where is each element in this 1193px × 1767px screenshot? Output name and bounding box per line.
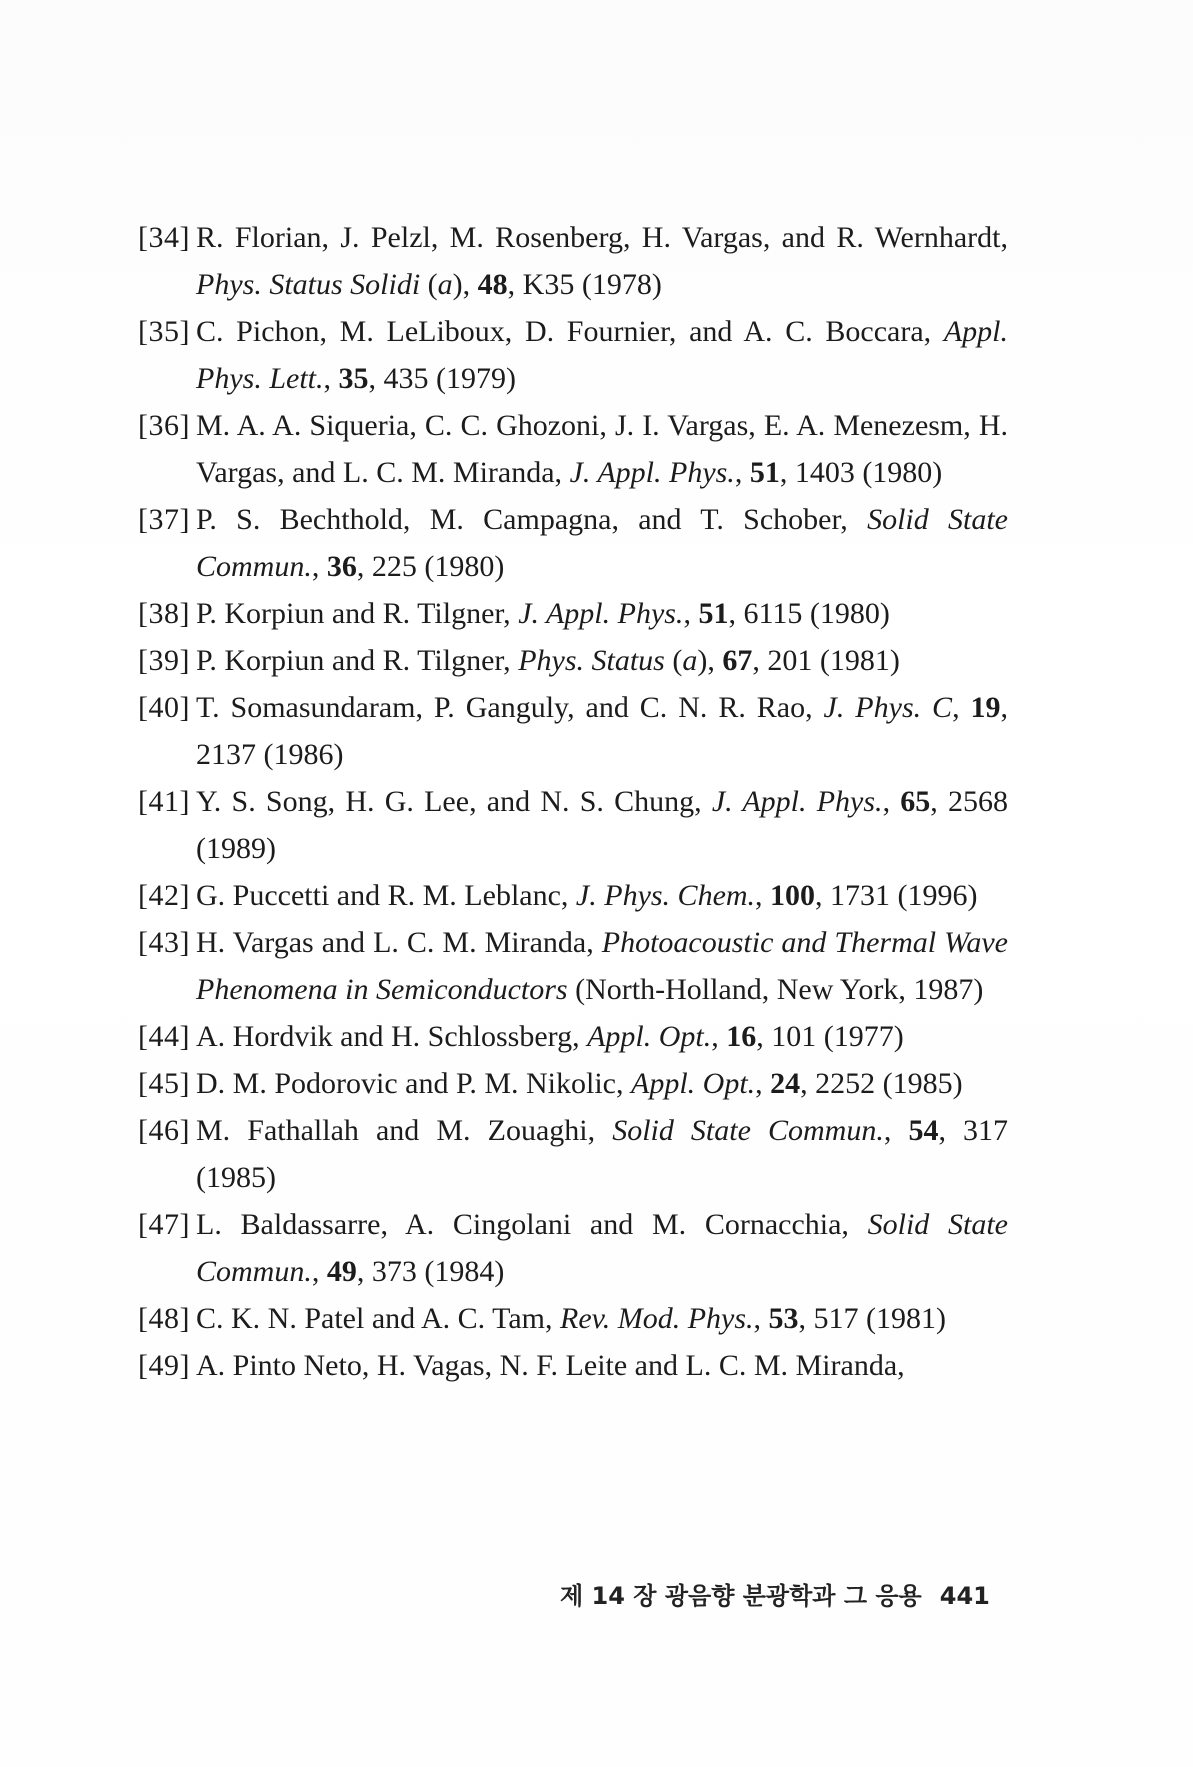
reference-entry (138, 496, 1008, 590)
reference-segment: P. S. Bechthold, M. Campagna, and T. Schober, (196, 503, 868, 536)
reference-segment: , 6115 (1980) (728, 597, 890, 630)
reference-volume: 51 (749, 456, 780, 489)
reference-text (196, 1342, 1008, 1389)
reference-italic-segment: J. Phys. C (823, 691, 953, 724)
reference-text (196, 778, 1008, 872)
reference-italic-segment: Solid State Commun. (612, 1114, 884, 1147)
reference-entry (138, 1295, 1008, 1342)
reference-segment: , (882, 785, 901, 818)
reference-number: [35] (138, 315, 190, 348)
reference-volume: 49 (326, 1255, 357, 1288)
reference-segment: , 1403 (1980) (779, 456, 943, 489)
reference-italic-segment: Phys. Status (518, 644, 665, 677)
reference-segment: , 101 (1977) (756, 1020, 904, 1053)
reference-number: [36] (138, 409, 190, 442)
reference-text (196, 684, 1008, 778)
reference-segment: C. K. N. Patel and A. C. Tam, (196, 1302, 560, 1335)
reference-italic-segment: a (437, 268, 453, 301)
reference-number: [45] (138, 1067, 190, 1100)
reference-segment: , 373 (1984) (356, 1255, 505, 1288)
reference-segment: , 2137 (1986) (196, 691, 1008, 771)
reference-text (196, 1295, 1008, 1342)
reference-italic-segment: a (682, 644, 698, 677)
page-number: 441 (939, 1582, 990, 1610)
reference-segment: , (734, 456, 750, 489)
reference-entry (138, 402, 1008, 496)
reference-segment: , (755, 1067, 771, 1100)
reference-volume: 65 (900, 785, 931, 818)
reference-italic-segment: Rev. Mod. Phys. (560, 1302, 754, 1335)
reference-segment: , 201 (1981) (752, 644, 900, 677)
reference-number: [44] (138, 1020, 190, 1053)
reference-segment: , (311, 550, 327, 583)
reference-segment: ( (420, 268, 438, 301)
reference-text (196, 872, 1008, 919)
reference-volume: 54 (908, 1114, 939, 1147)
reference-segment: G. Puccetti and R. M. Leblanc, (196, 879, 576, 912)
reference-segment: R. Florian, J. Pelzl, M. Rosenberg, H. Vargas, and R. Wernhardt, (196, 221, 1008, 254)
reference-number: [42] (138, 879, 190, 912)
reference-volume: 16 (726, 1020, 757, 1053)
reference-segment: Y. S. Song, H. G. Lee, and N. S. Chung, (196, 785, 712, 818)
reference-segment: , 317 (1985) (196, 1114, 1009, 1194)
reference-italic-segment: J. Phys. Chem. (575, 879, 756, 912)
reference-volume: 53 (768, 1302, 799, 1335)
reference-number: [39] (138, 644, 190, 677)
reference-segment: L. Baldassarre, A. Cingolani and M. Cornacchia, (196, 1208, 868, 1241)
reference-segment: ( (664, 644, 683, 677)
reference-volume: 51 (698, 597, 729, 630)
reference-segment: , (323, 362, 339, 395)
reference-segment: A. Pinto Neto, H. Vagas, N. F. Leite and L. C. M. Miranda, (196, 1349, 905, 1382)
reference-segment: , (952, 691, 971, 724)
reference-segment: D. M. Podorovic and P. M. Nikolic, (196, 1067, 631, 1100)
reference-entry (138, 214, 1008, 308)
reference-italic-segment: Photoacoustic and Thermal Wave Phenomena in Semiconductors (196, 926, 1008, 1006)
reference-italic-segment: Appl. Opt. (631, 1067, 756, 1100)
reference-number: [49] (138, 1349, 190, 1382)
reference-italic-segment: Phys. Status Solidi (196, 268, 421, 301)
reference-text (196, 919, 1008, 1013)
reference-segment: , K35 (1978) (507, 268, 662, 301)
reference-segment: , 517 (1981) (798, 1302, 947, 1335)
reference-number: [47] (138, 1208, 190, 1241)
reference-entry (138, 590, 1008, 637)
reference-text (196, 1201, 1008, 1295)
reference-segment: P. Korpiun and R. Tilgner, (196, 644, 519, 677)
reference-segment: , (711, 1020, 727, 1053)
reference-text (196, 1013, 1008, 1060)
reference-list (138, 214, 1008, 1389)
reference-segment: , 435 (1979) (368, 362, 516, 395)
reference-segment: P. Korpiun and R. Tilgner, (196, 597, 519, 630)
reference-entry (138, 1060, 1008, 1107)
reference-segment: ), (452, 268, 478, 301)
reference-number: [40] (138, 691, 190, 724)
reference-segment: , (883, 1114, 909, 1147)
reference-text (196, 496, 1008, 590)
reference-segment: , (755, 879, 771, 912)
reference-volume: 36 (326, 550, 357, 583)
reference-text (196, 214, 1008, 308)
reference-entry (138, 872, 1008, 919)
reference-entry (138, 684, 1008, 778)
reference-segment: M. A. A. Siqueria, C. C. Ghozoni, J. I. Vargas, E. A. Menezesm, H. Vargas, and L. C. M. Miranda, (196, 409, 1008, 489)
reference-entry (138, 919, 1008, 1013)
reference-segment: , 2568 (1989) (196, 785, 1009, 865)
reference-italic-segment: J. Appl. Phys. (518, 597, 684, 630)
reference-segment: , (683, 597, 699, 630)
reference-segment: , 2252 (1985) (800, 1067, 963, 1100)
running-footer-chapter: 제 14 장 광음향 분광학과 그 응용 (560, 1582, 922, 1610)
reference-segment: T. Somasundaram, P. Ganguly, and C. N. R. Rao, (196, 691, 824, 724)
reference-italic-segment: Solid State Commun. (196, 503, 1009, 583)
reference-italic-segment: Appl. Phys. Lett. (196, 315, 1008, 395)
reference-text (196, 1107, 1008, 1201)
reference-italic-segment: J. Appl. Phys. (711, 785, 883, 818)
reference-segment: ), (697, 644, 723, 677)
reference-number: [38] (138, 597, 190, 630)
reference-number: [37] (138, 503, 190, 536)
reference-volume: 24 (770, 1067, 801, 1100)
reference-entry (138, 778, 1008, 872)
reference-volume: 100 (770, 879, 816, 912)
reference-volume: 48 (477, 268, 508, 301)
reference-italic-segment: J. Appl. Phys. (569, 456, 735, 489)
reference-entry (138, 1201, 1008, 1295)
reference-number: [34] (138, 221, 190, 254)
reference-volume: 67 (722, 644, 753, 677)
reference-entry (138, 1342, 1008, 1389)
reference-segment: , 225 (1980) (356, 550, 505, 583)
reference-segment: M. Fathallah and M. Zouaghi, (196, 1114, 613, 1147)
reference-segment: C. Pichon, M. LeLiboux, D. Fournier, and A. C. Boccara, (196, 315, 944, 348)
reference-segment: A. Hordvik and H. Schlossberg, (196, 1020, 588, 1053)
reference-volume: 35 (338, 362, 369, 395)
reference-entry (138, 1107, 1008, 1201)
reference-text (196, 637, 1008, 684)
reference-number: [41] (138, 785, 190, 818)
reference-text (196, 308, 1008, 402)
reference-volume: 19 (970, 691, 1001, 724)
reference-number: [48] (138, 1302, 190, 1335)
reference-entry (138, 1013, 1008, 1060)
reference-italic-segment: Appl. Opt. (587, 1020, 712, 1053)
reference-entry (138, 308, 1008, 402)
reference-segment: , (311, 1255, 327, 1288)
reference-segment: , (753, 1302, 769, 1335)
reference-text (196, 1060, 1008, 1107)
reference-number: [46] (138, 1114, 190, 1147)
reference-number: [43] (138, 926, 190, 959)
reference-segment: , 1731 (1996) (815, 879, 978, 912)
page-footer (560, 1576, 990, 1611)
reference-text (196, 590, 1008, 637)
reference-italic-segment: Solid State Commun. (196, 1208, 1008, 1288)
reference-text (196, 402, 1008, 496)
reference-segment: (North-Holland, New York, 1987) (567, 973, 984, 1006)
reference-segment: H. Vargas and L. C. M. Miranda, (196, 926, 602, 959)
reference-entry (138, 637, 1008, 684)
